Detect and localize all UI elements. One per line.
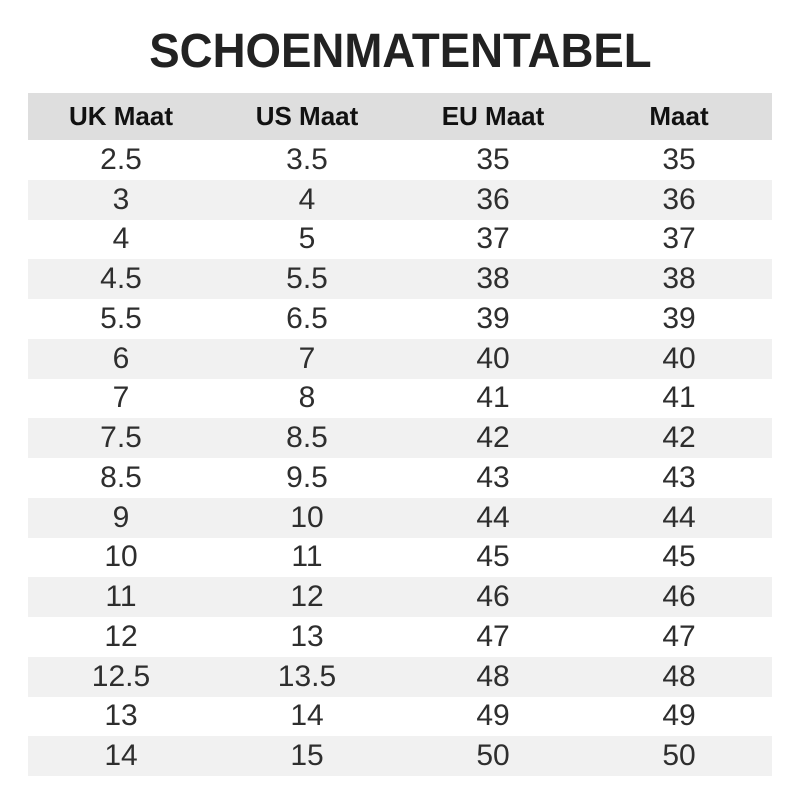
table-row [28, 458, 772, 498]
table-cell: 49 [476, 699, 510, 733]
table-cell: 15 [290, 739, 324, 773]
table-cell: 3.5 [286, 142, 328, 176]
table-cell: 7 [298, 341, 316, 375]
table-cell: 41 [662, 381, 696, 415]
table-cell: 46 [662, 580, 696, 614]
table-cell: 36 [476, 182, 510, 216]
table-cell: 14 [290, 699, 324, 733]
table-row [28, 736, 772, 776]
table-row [28, 339, 772, 379]
table-row [28, 418, 772, 458]
table-cell: 2.5 [100, 142, 142, 176]
table-cell: 7.5 [100, 421, 142, 455]
table-cell: 9 [112, 500, 130, 534]
column-header: EU Maat [441, 101, 545, 131]
table-cell: 47 [476, 619, 510, 653]
table-cell: 13.5 [277, 659, 337, 693]
table-cell: 13 [290, 619, 324, 653]
column-header: US Maat [255, 101, 359, 131]
table-row [28, 180, 772, 220]
table-cell: 6 [112, 341, 130, 375]
page-title: SCHOENMATENTABEL [148, 25, 652, 78]
table-cell: 8.5 [286, 421, 328, 455]
table-cell: 6.5 [286, 301, 328, 335]
table-cell: 42 [476, 421, 510, 455]
table-row [28, 299, 772, 339]
table-cell: 14 [104, 739, 138, 773]
table-cell: 12.5 [91, 659, 151, 693]
table-cell: 41 [476, 381, 510, 415]
table-cell: 12 [290, 580, 324, 614]
table-cell: 48 [662, 659, 696, 693]
table-cell: 38 [662, 262, 696, 296]
table-cell: 35 [662, 142, 696, 176]
table-cell: 7 [112, 381, 130, 415]
table-cell: 43 [662, 460, 696, 494]
table-cell: 12 [104, 619, 138, 653]
table-row [28, 140, 772, 180]
table-cell: 44 [476, 500, 510, 534]
table-row [28, 538, 772, 578]
table-cell: 50 [476, 739, 510, 773]
table-cell: 4.5 [100, 262, 142, 296]
table-row [28, 379, 772, 419]
table-row [28, 697, 772, 737]
table-row [28, 259, 772, 299]
table-cell: 4 [112, 222, 130, 256]
table-cell: 11 [105, 580, 137, 614]
table-cell: 37 [476, 222, 510, 256]
table-cell: 4 [298, 182, 316, 216]
table-cell: 40 [662, 341, 696, 375]
table-cell: 39 [662, 301, 696, 335]
table-cell: 47 [662, 619, 696, 653]
table-cell: 42 [662, 421, 696, 455]
table-cell: 39 [476, 301, 510, 335]
table-cell: 45 [662, 540, 696, 574]
table-cell: 8 [298, 381, 316, 415]
column-header: Maat [649, 101, 709, 131]
table-cell: 8.5 [100, 460, 142, 494]
table-cell: 40 [476, 341, 510, 375]
table-cell: 46 [476, 580, 510, 614]
table-cell: 5.5 [286, 262, 328, 296]
table-cell: 5.5 [100, 301, 142, 335]
column-header: UK Maat [68, 101, 173, 131]
table-cell: 44 [662, 500, 696, 534]
table-cell: 50 [662, 739, 696, 773]
table-cell: 37 [662, 222, 696, 256]
shoe-size-table [28, 93, 772, 776]
table-cell: 38 [476, 262, 510, 296]
table-cell: 43 [476, 460, 510, 494]
table-cell: 5 [298, 222, 316, 256]
table-cell: 35 [476, 142, 510, 176]
table-header-row [28, 93, 772, 140]
table-cell: 49 [662, 699, 696, 733]
table-row [28, 617, 772, 657]
table-row [28, 577, 772, 617]
table-row [28, 657, 772, 697]
table-cell: 9.5 [286, 460, 328, 494]
table-cell: 11 [291, 540, 323, 574]
table-row [28, 498, 772, 538]
table-cell: 13 [104, 699, 138, 733]
table-body [28, 140, 772, 776]
table-cell: 10 [104, 540, 138, 574]
table-cell: 36 [662, 182, 696, 216]
table-row [28, 220, 772, 260]
table-cell: 48 [476, 659, 510, 693]
table-cell: 45 [476, 540, 510, 574]
table-cell: 3 [112, 182, 130, 216]
table-cell: 10 [290, 500, 324, 534]
